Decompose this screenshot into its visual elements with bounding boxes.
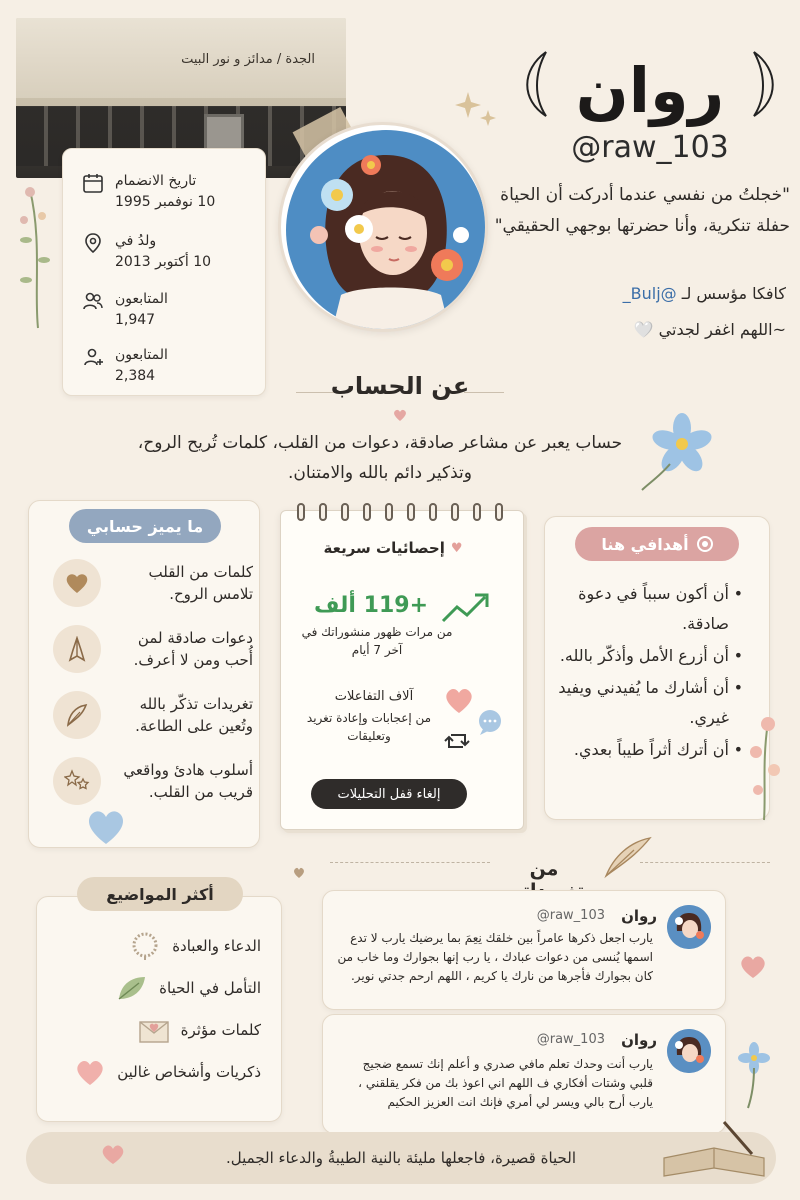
- goal-item: • أن أكون سبباً في دعوة صادقة.: [557, 579, 743, 639]
- blue-flower-icon: [640, 404, 720, 494]
- tweet-text: يارب اجعل ذكرها عامراً بين خلقك نِعِمَ بما يرضيك يارب لا تدع اسمها يُنسى من دعوات عبادك ، يا رب إنها بجوارك وما خاب من كان بجوارك فأجرها من نارك يا كريم ، اللهم ارحم جدتي نوير.: [337, 931, 653, 983]
- target-icon: [697, 536, 713, 552]
- feature-text: كلمات من القلب تلامس الروح.: [148, 563, 253, 603]
- topic-text: التأمل في الحياة: [159, 979, 261, 997]
- topic-text: الدعاء والعبادة: [172, 937, 261, 955]
- tweet-author-handle[interactable]: @raw_103: [536, 1032, 605, 1047]
- founder-tag-link[interactable]: @Bulj_: [622, 284, 677, 303]
- topic-item[interactable]: [65, 973, 261, 1003]
- feature-text: تغريدات تذكّر بالله وتُعين على الطاعة.: [135, 695, 253, 735]
- divider: [640, 862, 770, 863]
- followers-label: المتابعون: [115, 291, 168, 307]
- topic-item[interactable]: [65, 1057, 261, 1087]
- stats-card: [280, 510, 524, 830]
- unlock-analytics-button[interactable]: إلغاء قفل التحليلات: [311, 779, 467, 809]
- feather-quill-icon: [600, 836, 652, 880]
- features-title: ما يميز حسابي: [69, 509, 221, 543]
- following-row[interactable]: [81, 345, 257, 387]
- followers-row[interactable]: [81, 289, 257, 331]
- profile-bio: "خجلتُ من نفسي عندما أدركت أن الحياة حفلة تنكرية، وأنا حضرتها بوجهي الحقيقي": [494, 185, 790, 236]
- pink-flower-branch-icon: [742, 712, 788, 822]
- like-heart-icon: [443, 685, 475, 715]
- small-heart-icon: [392, 408, 408, 422]
- interactions-title: آلاف التفاعلات: [334, 689, 414, 704]
- views-value: +119 ألف: [313, 593, 429, 618]
- goals-title: أهدافي هنا: [601, 534, 689, 554]
- blue-flower-icon: [734, 1040, 774, 1110]
- tweet-card[interactable]: [322, 890, 726, 1010]
- tweet-card[interactable]: [322, 1014, 726, 1134]
- joined-row: [81, 171, 257, 213]
- heart-icon: [738, 952, 768, 980]
- feature-item: [53, 757, 253, 805]
- feature-text: أسلوب هادئ وواقعي قريب من القلب.: [123, 761, 253, 801]
- views-desc: من مرات ظهور منشوراتك في آخر 7 أيام: [301, 625, 453, 657]
- goals-list: [557, 579, 743, 767]
- joined-label: تاريخ الانضمام: [115, 173, 197, 189]
- goals-panel: [544, 516, 770, 820]
- born-label: ولدُ في: [115, 233, 157, 249]
- tweet-text: يارب أنت وحدك تعلم مافي صدري و أعلم إنك تسمع ضجيج قلبي وشتات أفكاري ف اللهم اني اعوذ بك من فكر يقلقني ، يارب أرح بالي ويسر لي أمري فإنك انت العزيز الحكيم: [358, 1057, 653, 1109]
- tweet-author-handle[interactable]: @raw_103: [536, 908, 605, 923]
- user-add-icon: [81, 345, 105, 369]
- profile-handle[interactable]: @raw_103: [571, 130, 729, 165]
- following-label: المتابعون: [115, 347, 168, 363]
- feature-item: [53, 559, 253, 607]
- topic-item[interactable]: [65, 1015, 261, 1045]
- location-pin-icon: [81, 231, 105, 255]
- envelope-heart-icon: [137, 1015, 171, 1045]
- tweets-title: من: [529, 858, 559, 880]
- founder-line: [500, 284, 786, 303]
- stats-title: إحصائيات سريعة: [323, 539, 445, 557]
- profile-name: روان: [575, 54, 725, 127]
- heart-icon: [100, 1142, 126, 1166]
- goals-header: [575, 527, 739, 561]
- about-text: حساب يعبر عن مشاعر صادقة، دعوات من القلب، كلمات تُريح الروح، وتذكير دائم بالله والامتنان.: [137, 433, 623, 483]
- features-panel: [28, 500, 260, 848]
- comment-bubble-icon: [475, 707, 505, 737]
- prayer-beads-icon: [128, 931, 162, 961]
- sparkle-icon: [452, 88, 498, 134]
- heart-icon: [53, 559, 101, 607]
- feature-item: [53, 625, 253, 673]
- born-row: [81, 231, 257, 273]
- profile-info-card: [62, 148, 266, 396]
- calendar-icon: [81, 171, 105, 195]
- tweet-author-name: روان: [621, 907, 657, 925]
- topic-item[interactable]: [65, 931, 261, 961]
- followers-value: 1,947: [115, 312, 156, 328]
- feature-text: دعوات صادقة لمن أُحب ومن لا أعرف.: [133, 629, 253, 669]
- users-icon: [81, 289, 105, 313]
- stars-icon: [53, 757, 101, 805]
- photo-caption: الجدة / مدائز و نور البيت: [181, 52, 315, 67]
- trend-up-icon: [441, 591, 491, 625]
- open-book-icon: [654, 1118, 774, 1182]
- footer-text: الحياة قصيرة، فاجعلها مليئة بالنية الطيبةُ والدعاء الجميل.: [226, 1149, 576, 1167]
- following-value: 2,384: [115, 368, 156, 384]
- leaf-icon: [115, 973, 149, 1003]
- small-heart-icon: ♥: [450, 540, 463, 556]
- dua-line: ~اللهم اغفر لجدتي 🤍: [633, 320, 786, 339]
- goal-item: • أن أشارك ما يُفيدني ويفيد غيري.: [557, 673, 743, 733]
- goal-item: • أن أزرع الأمل وأذكّر بالله.: [557, 641, 743, 671]
- topics-panel: [36, 884, 282, 1122]
- divider: [330, 862, 490, 863]
- about-title: عن الحساب: [330, 372, 470, 400]
- blue-heart-icon: [84, 804, 128, 848]
- interactions-desc: من إعجابات وإعادة تغريد وتعليقات: [306, 711, 432, 743]
- founder-prefix: كافكا مؤسس لـ: [681, 284, 786, 303]
- topic-text: ذكريات وأشخاص غالين: [117, 1063, 261, 1081]
- topics-title: أكثر المواضيع: [77, 877, 243, 911]
- tweet-avatar[interactable]: [667, 905, 711, 949]
- tweet-avatar[interactable]: [667, 1029, 711, 1073]
- born-value: 10 أكتوبر 2013: [115, 254, 212, 270]
- goal-item: • أن أترك أثراً طيباً بعدي.: [557, 735, 743, 765]
- joined-value: 10 نوفمبر 1995: [115, 194, 216, 210]
- flower-branch-icon: [8, 180, 58, 330]
- feature-item: [53, 691, 253, 739]
- praying-hands-icon: [53, 625, 101, 673]
- topic-text: كلمات مؤثرة: [180, 1021, 261, 1039]
- tweet-author-name: روان: [621, 1031, 657, 1049]
- small-heart-icon: [292, 866, 306, 880]
- avatar[interactable]: [278, 122, 488, 332]
- heart-icon: [73, 1057, 107, 1087]
- retweet-icon: [443, 729, 471, 753]
- feather-icon: [53, 691, 101, 739]
